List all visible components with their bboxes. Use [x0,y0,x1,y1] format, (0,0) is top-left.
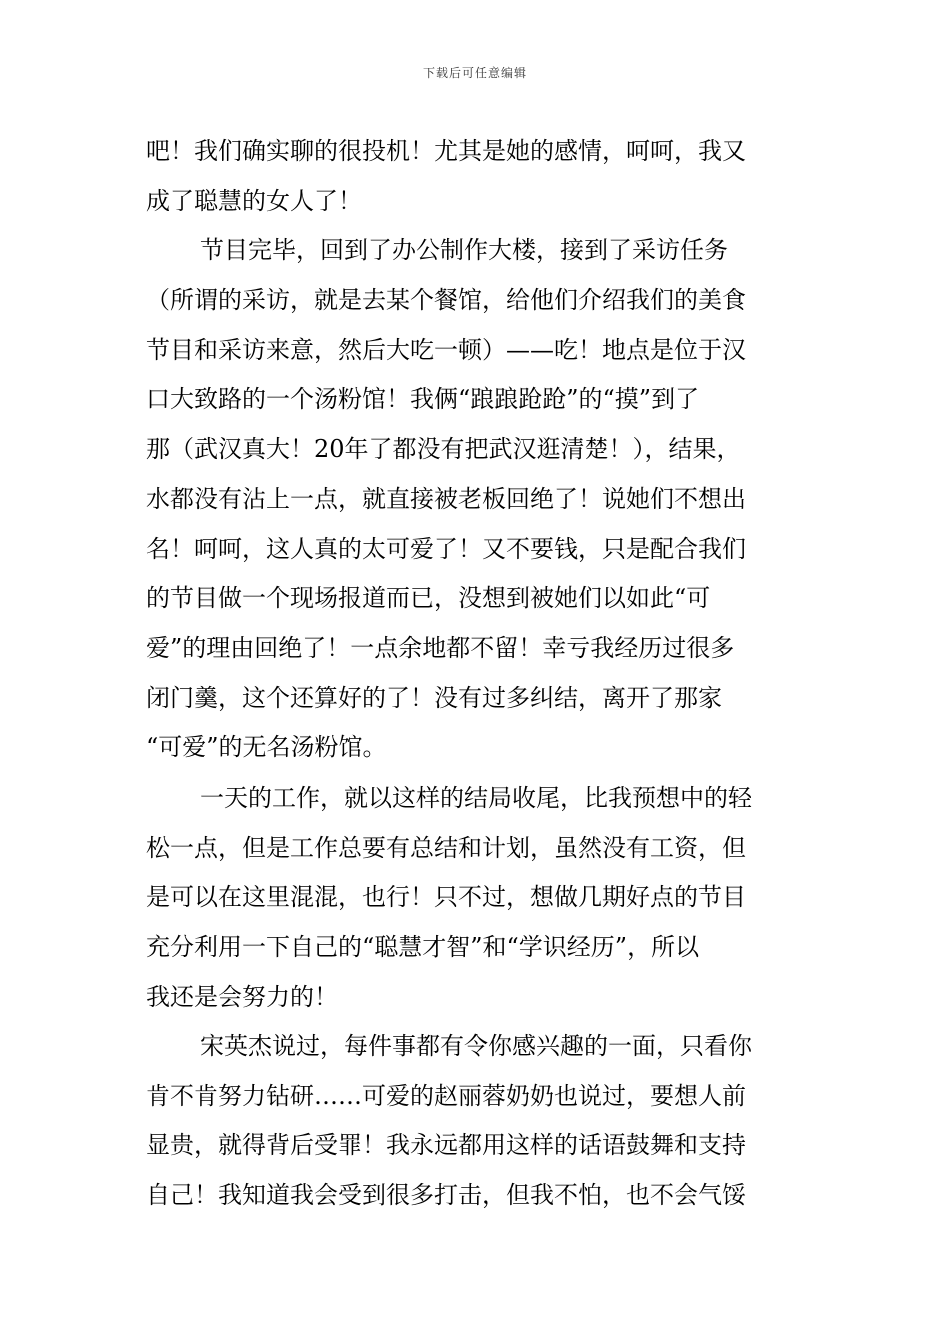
text-line: 松一点，但是工作总要有总结和计划，虽然没有工资，但 [146,834,746,862]
text-line: 我还是会努力的！ [146,983,338,1011]
paragraph-first-line: 节目完毕，回到了办公制作大楼，接到了采访任务 [200,236,728,264]
text-line: 显贵，就得背后受罪！我永远都用这样的话语鼓舞和支持 [146,1131,746,1159]
text-line: 充分利用一下自己的“聪慧才智”和“学识经历”，所以 [146,933,700,961]
text-line: 那（武汉真大！20年了都没有把武汉逛清楚！），结果， [146,435,741,463]
text-line: 肯不肯努力钻研……可爱的赵丽蓉奶奶也说过，要想人前 [146,1082,746,1110]
text-line: 自己！我知道我会受到很多打击，但我不怕，也不会气馁 [146,1181,746,1209]
text-line: 成了聪慧的女人了！ [146,187,362,215]
text-line: 是可以在这里混混，也行！只不过，想做几期好点的节目 [146,883,746,911]
text-line: （所谓的采访，就是去某个餐馆，给他们介绍我们的美食 [146,286,746,314]
page-header: 下载后可任意编辑 [422,66,527,80]
text-line: 水都没有沾上一点，就直接被老板回绝了！说她们不想出 [146,485,746,513]
text-line: 口大致路的一个汤粉馆！我俩“踉踉跄跄”的“摸”到了 [146,385,700,413]
paragraph-first-line: 宋英杰说过，每件事都有令你感兴趣的一面，只看你 [200,1032,752,1060]
text-line: 名！呵呵，这人真的太可爱了！又不要钱，只是配合我们 [146,535,746,563]
text-line: 吧！我们确实聊的很投机！尤其是她的感情，呵呵，我又 [146,137,746,165]
text-line: “可爱”的无名汤粉馆。 [146,733,387,761]
text-line: 爱”的理由回绝了！一点余地都不留！幸亏我经历过很多 [146,634,735,662]
text-line: 节目和采访来意，然后大吃一顿）——吃！地点是位于汉 [146,336,746,364]
paragraph-first-line: 一天的工作，就以这样的结局收尾，比我预想中的轻 [200,784,752,812]
text-line: 的节目做一个现场报道而已，没想到被她们以如此“可 [146,584,711,612]
text-line: 闭门羹，这个还算好的了！没有过多纠结，离开了那家 [146,684,722,712]
